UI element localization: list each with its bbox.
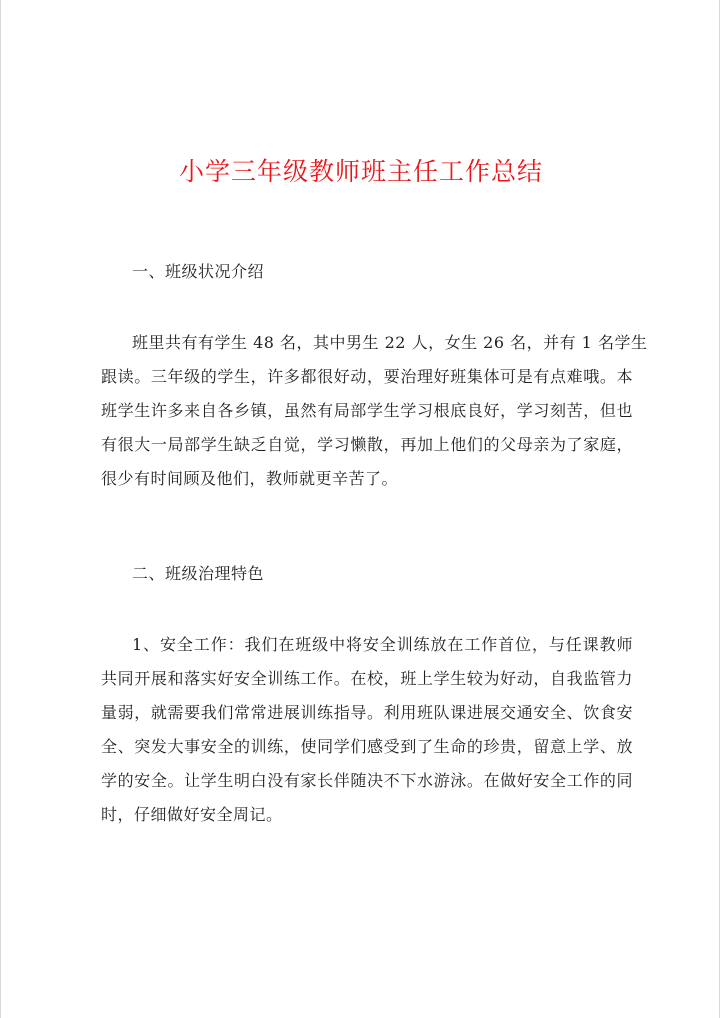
section-heading-class-overview: 一、班级状况介绍 [132, 262, 265, 281]
paragraph-line: 有很大一局部学生缺乏自觉，学习懒散，再加上他们的父母亲为了家庭， [101, 435, 633, 454]
paragraph-line: 全、突发大事安全的训练，使同学们感受到了生命的珍贵，留意上学、放 [101, 737, 633, 756]
document-title: 小学三年级教师班主任工作总结 [178, 157, 543, 186]
paragraph-class-overview [101, 326, 648, 496]
section-heading-class-management: 二、班级治理特色 [132, 564, 265, 583]
paragraph-line: 量弱，就需要我们常常进展训练指导。利用班队课进展交通安全、饮食安 [101, 703, 633, 722]
paragraph-line: 很少有时间顾及他们，教师就更辛苦了。 [101, 469, 399, 488]
paragraph-line: 跟读。三年级的学生，许多都很好动，要治理好班集体可是有点难哦。本 [101, 367, 633, 386]
paragraph-safety-work [101, 628, 633, 832]
paragraph-line: 1、安全工作：我们在班级中将安全训练放在工作首位，与任课教师 [132, 635, 633, 654]
paragraph-line: 班学生许多来自各乡镇，虽然有局部学生学习根底良好，学习刻苦，但也 [101, 401, 633, 420]
paragraph-line: 时，仔细做好安全周记。 [101, 805, 283, 824]
paragraph-line: 学的安全。让学生明白没有家长伴随决不下水游泳。在做好安全工作的同 [101, 771, 633, 790]
paragraph-line: 班里共有有学生 48 名，其中男生 22 人，女生 26 名，并有 1 名学生 [132, 333, 648, 352]
paragraph-line: 共同开展和落实好安全训练工作。在校，班上学生较为好动，自我监管力 [101, 669, 633, 688]
